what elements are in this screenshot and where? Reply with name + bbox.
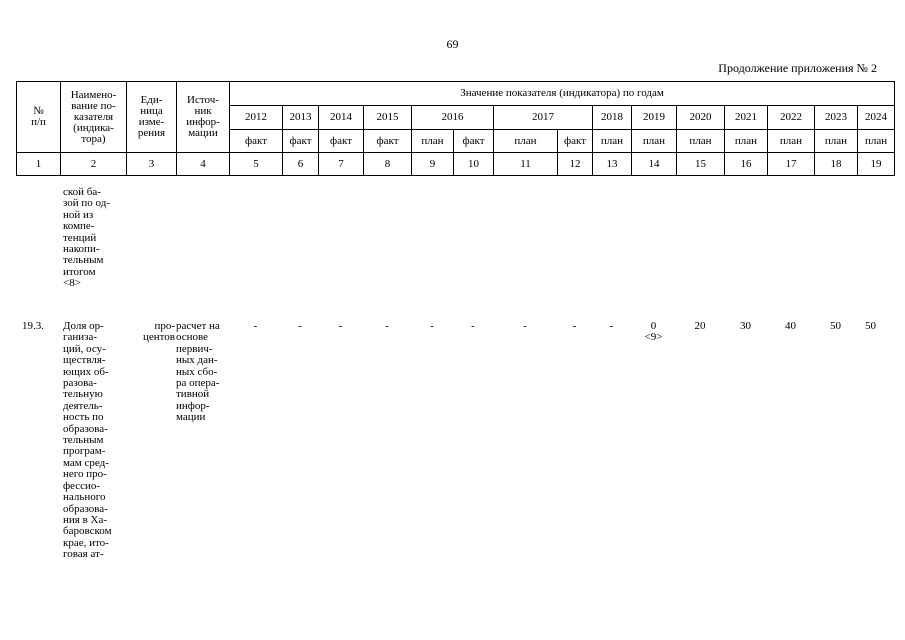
- row-number: 19.3.: [22, 320, 44, 332]
- year-2024: 2024: [858, 106, 895, 130]
- type-cell: план: [412, 130, 454, 153]
- column-number-row: [17, 153, 895, 176]
- value-2024: 50: [865, 320, 876, 332]
- column-number: 11: [494, 153, 558, 176]
- value-2022: 40: [785, 320, 796, 332]
- header-source: Источ- ник инфор- мации: [177, 82, 230, 153]
- row-indicator-name: Доля ор- ганиза- ций, осу- ществля- ющих об- разова- тельную деятель- ность по образова- тельным програм- мам сред- него про- фессио- нального образова- ния в Ха- баровском крае, ито- говая ат-: [63, 320, 112, 561]
- type-cell: план: [815, 130, 858, 153]
- value-2021: 30: [740, 320, 751, 332]
- value-2020: 20: [694, 320, 706, 332]
- year-2017: 2017: [494, 106, 593, 130]
- year-2012: 2012: [230, 106, 283, 130]
- year-2019: 2019: [632, 106, 677, 130]
- row-unit: про- центов: [142, 320, 175, 344]
- column-number: 18: [815, 153, 858, 176]
- column-number: 9: [412, 153, 454, 176]
- value-2016-fact: -: [471, 320, 475, 332]
- value-2018: -: [609, 320, 614, 332]
- column-number: 12: [558, 153, 593, 176]
- year-2016: 2016: [412, 106, 494, 130]
- year-2014: 2014: [319, 106, 364, 130]
- value-2014: -: [338, 320, 343, 332]
- column-number: 14: [632, 153, 677, 176]
- column-number: 17: [768, 153, 815, 176]
- value-2013: -: [298, 320, 302, 332]
- column-number: 15: [677, 153, 725, 176]
- indicator-table: [16, 81, 895, 176]
- value-2023: 50: [830, 320, 841, 332]
- column-number: 8: [364, 153, 412, 176]
- column-number: 4: [177, 153, 230, 176]
- type-cell: факт: [364, 130, 412, 153]
- type-cell: факт: [283, 130, 319, 153]
- year-2013: 2013: [283, 106, 319, 130]
- value-2019: 0 <9>: [631, 321, 676, 344]
- header-indicator-name: Наимено- вание по- казателя (индика- тора): [61, 82, 127, 153]
- footnote-2019: <9>: [644, 331, 663, 344]
- type-cell: план: [858, 130, 895, 153]
- header-number: № п/п: [17, 82, 61, 153]
- value-2012: -: [253, 320, 258, 332]
- column-number: 10: [454, 153, 494, 176]
- type-cell: план: [677, 130, 725, 153]
- column-number: 1: [17, 153, 61, 176]
- row-source: расчет на основе первич- ных дан- ных сбо- ра опера- тивной инфор- мации: [176, 320, 220, 424]
- value-2017-plan: -: [523, 320, 527, 332]
- type-cell: план: [768, 130, 815, 153]
- column-number: 7: [319, 153, 364, 176]
- column-number: 13: [593, 153, 632, 176]
- type-cell: факт: [230, 130, 283, 153]
- value-2015: -: [385, 320, 389, 332]
- year-2020: 2020: [677, 106, 725, 130]
- column-number: 19: [858, 153, 895, 176]
- header-unit: Еди- ница изме- рения: [127, 82, 177, 153]
- page-number: 69: [446, 37, 459, 51]
- type-cell: факт: [558, 130, 593, 153]
- continued-indicator-text: ской ба- зой по од- ной из компе- тенций накопи- тельным итогом <8>: [63, 186, 110, 290]
- type-cell: факт: [454, 130, 494, 153]
- type-cell: факт: [319, 130, 364, 153]
- type-cell: план: [725, 130, 768, 153]
- year-2021: 2021: [725, 106, 768, 130]
- year-2018: 2018: [593, 106, 632, 130]
- year-2022: 2022: [768, 106, 815, 130]
- continuation-label: Продолжение приложения № 2: [718, 61, 877, 75]
- column-number: 16: [725, 153, 768, 176]
- year-2015: 2015: [364, 106, 412, 130]
- column-number: 5: [230, 153, 283, 176]
- type-cell: план: [593, 130, 632, 153]
- value-2016-plan: -: [430, 320, 434, 332]
- type-cell: план: [494, 130, 558, 153]
- column-number: 6: [283, 153, 319, 176]
- header-values-title: Значение показателя (индикатора) по годам: [230, 82, 895, 106]
- value-2017-fact: -: [572, 320, 577, 332]
- column-number: 3: [127, 153, 177, 176]
- column-number: 2: [61, 153, 127, 176]
- year-2023: 2023: [815, 106, 858, 130]
- type-cell: план: [632, 130, 677, 153]
